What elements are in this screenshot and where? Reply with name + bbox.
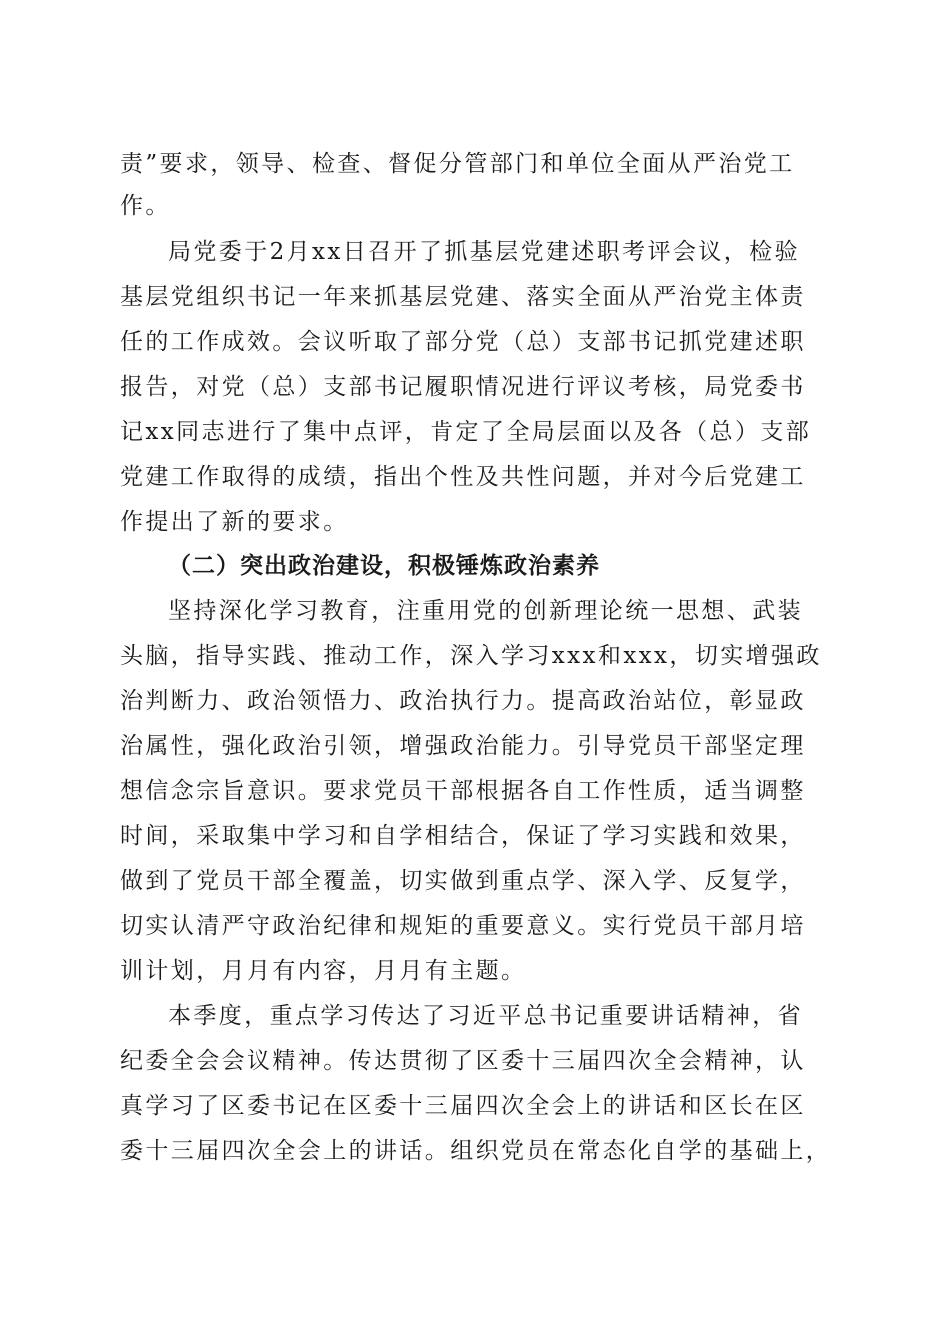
- text-line: 报告，对党（总）支部书记履职情况进行评议考核，局党委书: [120, 374, 806, 400]
- section-heading: （二）突出政治建设，积极锤炼政治素养: [168, 552, 600, 579]
- text-line: 头脑，指导实践、推动工作，深入学习xxx和xxx，切实增强政: [120, 643, 822, 669]
- text-line: 任的工作成效。会议听取了部分党（总）支部书记抓党建述职: [120, 329, 806, 355]
- text-line: 时间，采取集中学习和自学相结合，保证了学习实践和效果，: [120, 823, 806, 849]
- paragraph-first-line: 本季度，重点学习传达了习近平总书记重要讲话精神，省: [168, 1003, 803, 1029]
- text-line: 治属性，强化政治引领，增强政治能力。引导党员干部坚定理: [120, 733, 806, 759]
- text-line: 训计划，月月有内容，月月有主题。: [120, 958, 527, 984]
- text-line: 治判断力、政治领悟力、政治执行力。提高政治站位，彰显政: [120, 688, 806, 714]
- text-line: 党建工作取得的成绩，指出个性及共性问题，并对今后党建工: [120, 464, 806, 490]
- text-line: 记xx同志进行了集中点评，肯定了全局层面以及各（总）支部: [120, 419, 812, 445]
- text-line: 做到了党员干部全覆盖，切实做到重点学、深入学、反复学，: [120, 868, 806, 894]
- text-line: 想信念宗旨意识。要求党员干部根据各自工作性质，适当调整: [120, 778, 806, 804]
- text-line: 责”要求，领导、检查、督促分管部门和单位全面从严治党工: [120, 151, 795, 177]
- text-line: 作提出了新的要求。: [120, 509, 349, 535]
- text-line: 真学习了区委书记在区委十三届四次全会上的讲话和区长在区: [120, 1093, 806, 1119]
- text-line: 纪委全会会议精神。传达贯彻了区委十三届四次全会精神，认: [120, 1048, 806, 1074]
- paragraph-first-line: 局党委于2月xx日召开了抓基层党建述职考评会议，检验: [168, 239, 800, 265]
- text-line: 委十三届四次全会上的讲话。组织党员在常态化自学的基础上，: [120, 1138, 832, 1164]
- paragraph-first-line: 坚持深化学习教育，注重用党的创新理论统一思想、武装: [168, 598, 803, 624]
- text-line: 切实认清严守政治纪律和规矩的重要意义。实行党员干部月培: [120, 913, 806, 939]
- text-line: 作。: [120, 193, 171, 219]
- text-line: 基层党组织书记一年来抓基层党建、落实全面从严治党主体责: [120, 284, 806, 310]
